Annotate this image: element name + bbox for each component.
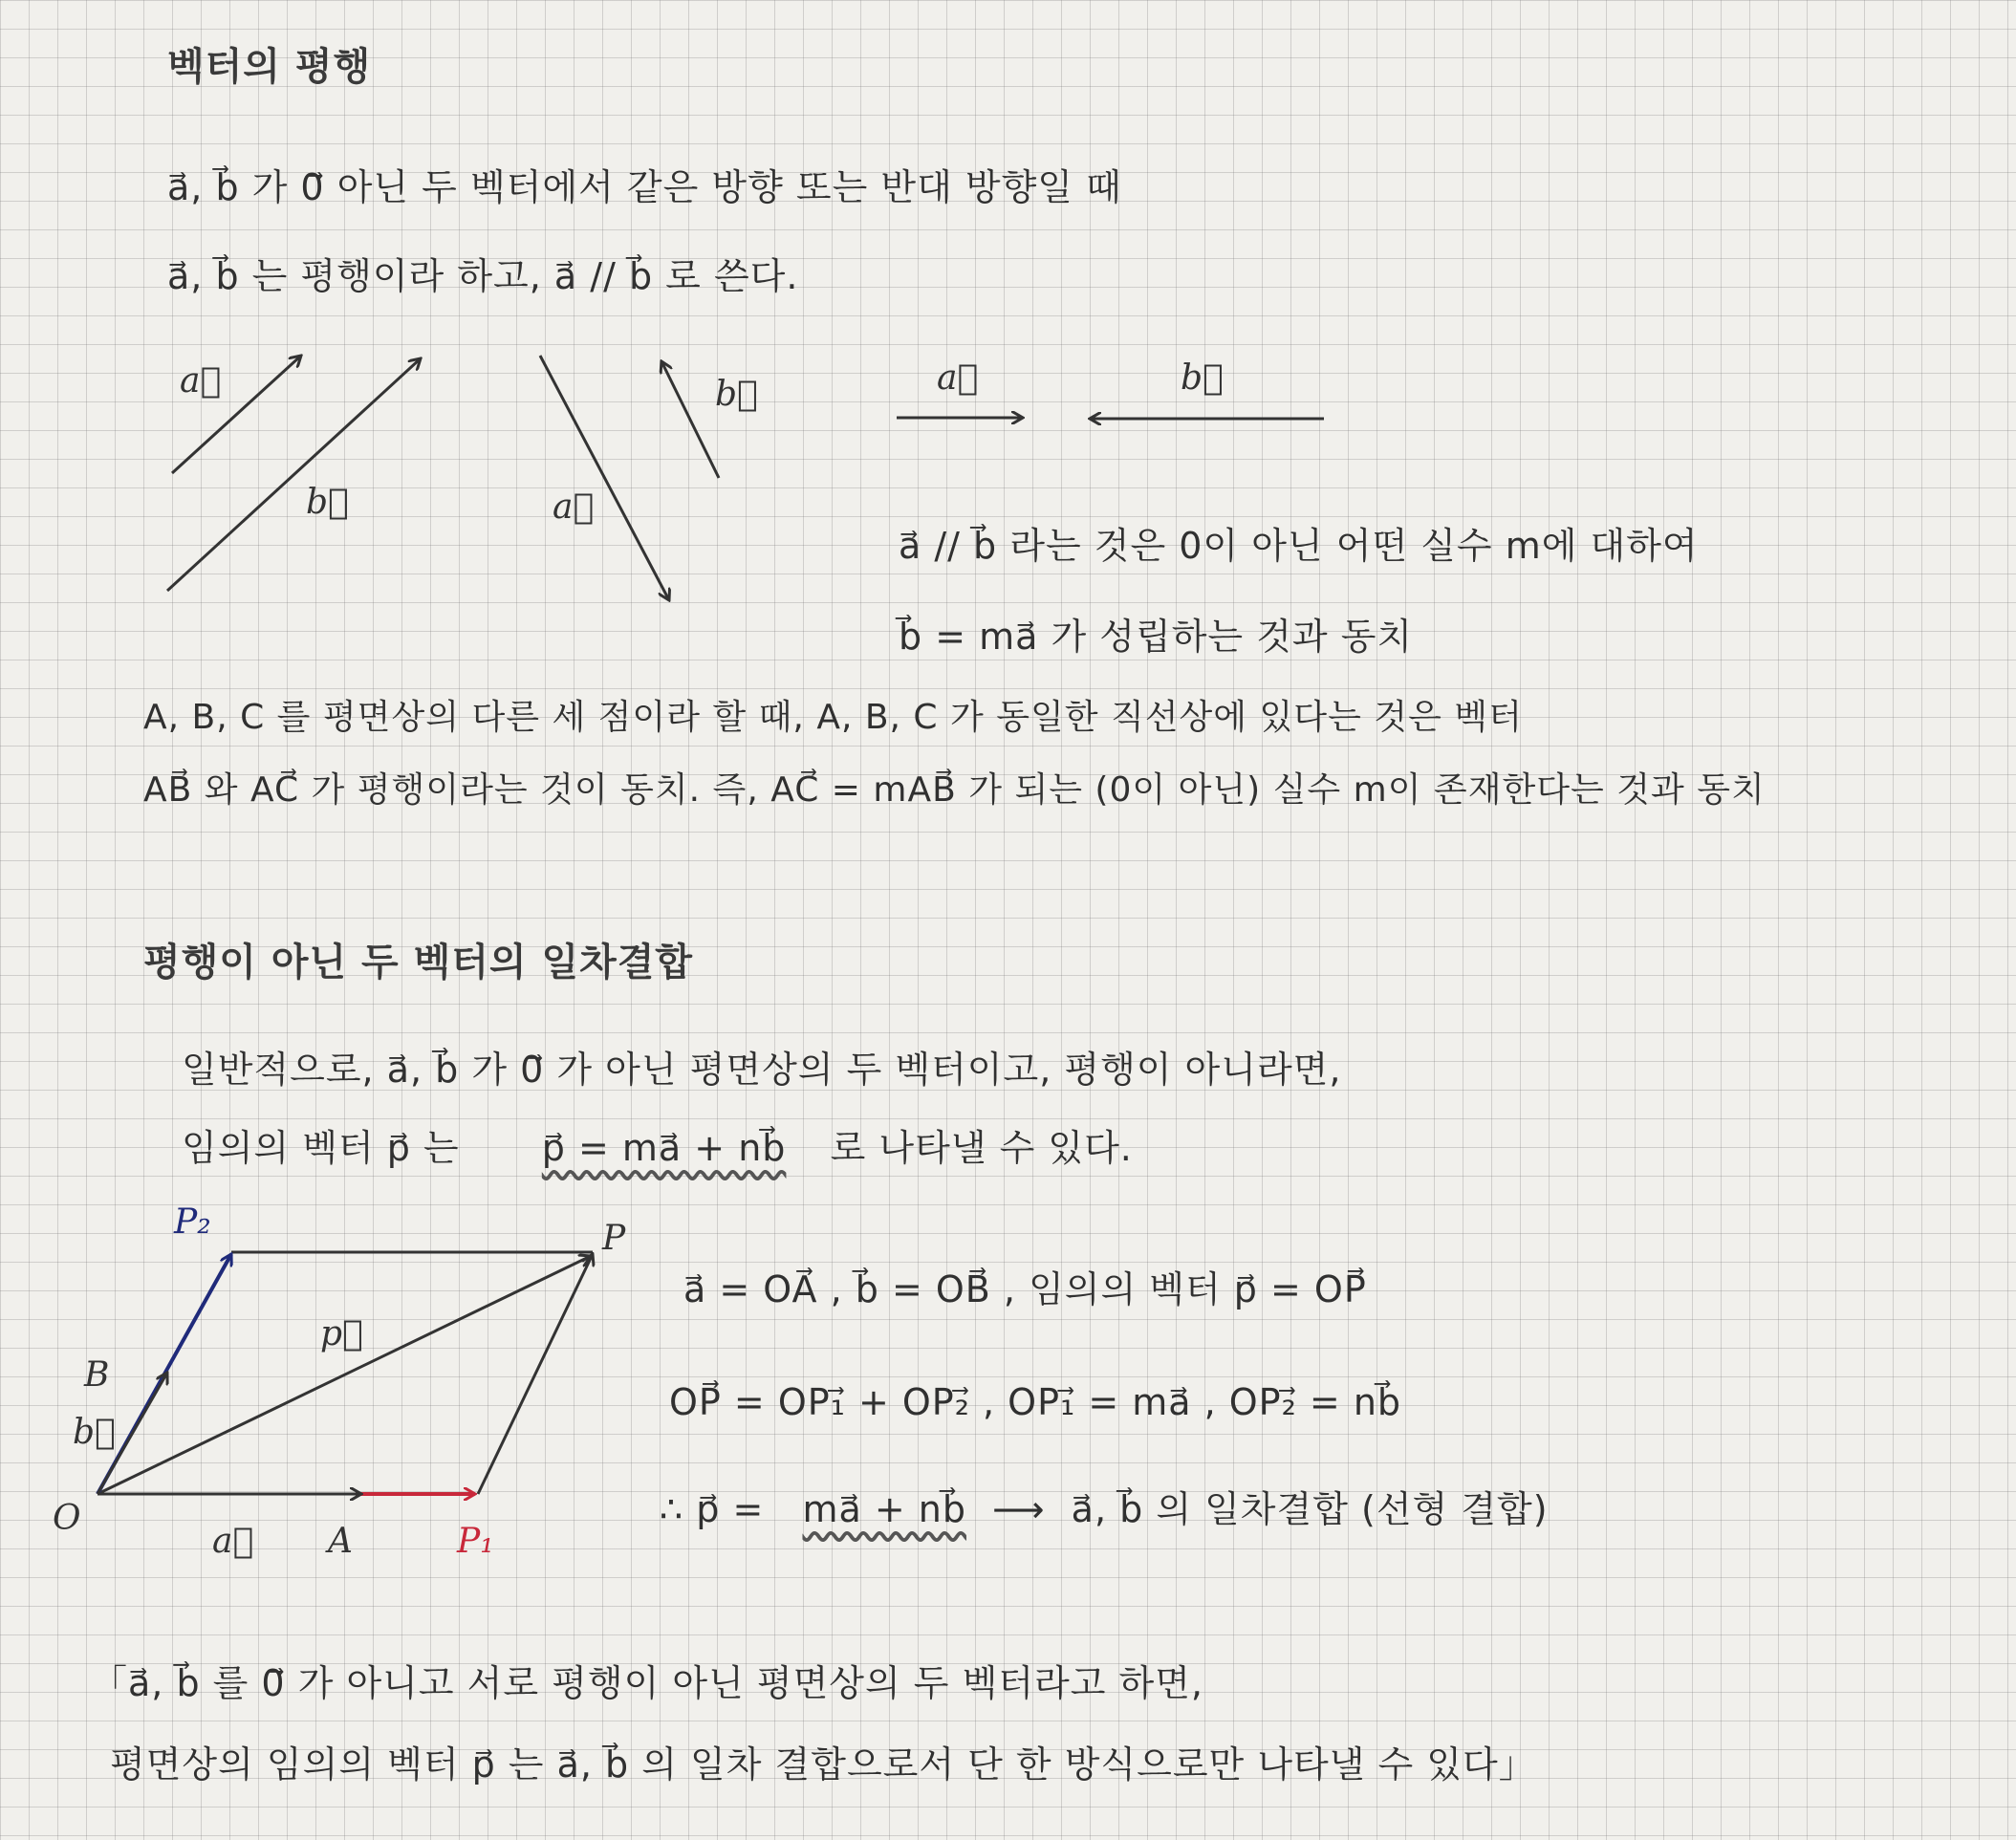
- arrow-p-vector: [98, 1256, 591, 1494]
- section1-definition-line1: a⃗, b⃗ 가 0⃗ 아닌 두 벡터에서 같은 방향 또는 반대 방향일 때: [167, 166, 1122, 208]
- summary-line1: 「a⃗, b⃗ 를 0⃗ 가 아니고 서로 평행이 아닌 평면상의 두 벡터라고 하면,: [91, 1662, 1203, 1704]
- linear-combination-formula: p⃗ = ma⃗ + nb⃗: [541, 1127, 787, 1169]
- label-a-vector: a⃗: [212, 1522, 254, 1561]
- label-a-horizontal: a⃗: [937, 358, 979, 398]
- long-arrow-icon: ⟶: [992, 1488, 1046, 1530]
- label-b-diagonal: b⃗: [715, 375, 758, 414]
- label-p-vector: p⃗: [320, 1314, 363, 1353]
- collinear-statement-line2: AB⃗ 와 AC⃗ 가 평행이라는 것이 동치. 즉, AC⃗ = mAB⃗ 가 되는 (0이 아닌) 실수 m이 존재한다는 것과 동치: [143, 770, 1766, 810]
- label-b-same: b⃗: [306, 483, 349, 522]
- summary-line2: 평면상의 임의의 벡터 p⃗ 는 a⃗, b⃗ 의 일차 결합으로서 단 한 방식으로만 나타낼 수 있다」: [110, 1743, 1536, 1786]
- label-b-vector: b⃗: [73, 1413, 116, 1452]
- label-P: P: [602, 1219, 626, 1258]
- equation-definitions: a⃗ = OA⃗ , b⃗ = OB⃗ , 임의의 벡터 p⃗ = OP⃗: [683, 1268, 1367, 1310]
- parallel-condition-line2: b⃗ = ma⃗ 가 성립하는 것과 동치: [899, 616, 1414, 658]
- label-B: B: [84, 1355, 110, 1395]
- label-b-horizontal: b⃗: [1181, 358, 1224, 398]
- section2-line2-suffix: 로 나타낼 수 있다.: [830, 1127, 1133, 1169]
- arrow-a-opposite-diagonal: [540, 356, 669, 600]
- label-P1: P₁: [457, 1522, 494, 1561]
- label-A: A: [328, 1522, 353, 1561]
- parallel-condition-line1: a⃗ // b⃗ 라는 것은 0이 아닌 어떤 실수 m에 대하여: [899, 525, 1699, 567]
- equation-decomposition: OP⃗ = OP₁⃗ + OP₂⃗ , OP₁⃗ = ma⃗ , OP₂⃗ = nb⃗: [669, 1381, 1402, 1423]
- section2-title: 평행이 아닌 두 벡터의 일차결합: [143, 941, 694, 985]
- conclusion-formula: ma⃗ + nb⃗: [802, 1488, 966, 1530]
- collinear-statement-line1: A, B, C 를 평면상의 다른 세 점이라 할 때, A, B, C 가 동일한 직선상에 있다는 것은 벡터: [143, 698, 1523, 737]
- section2-statement-line2: [182, 1118, 1133, 1171]
- section1-title: 벡터의 평행: [167, 45, 372, 89]
- section2-line2-prefix: 임의의 벡터 p⃗ 는: [182, 1127, 460, 1169]
- label-P2: P₂: [174, 1202, 211, 1242]
- conclusion-suffix: a⃗, b⃗ 의 일차결합 (선형 결합): [1071, 1488, 1549, 1530]
- section2-statement-line1: 일반적으로, a⃗, b⃗ 가 0⃗ 가 아닌 평면상의 두 벡터이고, 평행이 아니라면,: [182, 1049, 1342, 1091]
- arrow-b-opposite-diagonal: [661, 361, 719, 478]
- label-a-same: a⃗: [180, 361, 222, 400]
- label-O: O: [53, 1499, 81, 1538]
- conclusion-prefix: ∴ p⃗ =: [660, 1488, 765, 1530]
- line-p1-to-p: [478, 1254, 593, 1494]
- section1-definition-line2: a⃗, b⃗ 는 평행이라 하고, a⃗ // b⃗ 로 쓴다.: [167, 255, 799, 297]
- equation-conclusion: [660, 1480, 1549, 1532]
- label-a-diagonal: a⃗: [553, 487, 595, 527]
